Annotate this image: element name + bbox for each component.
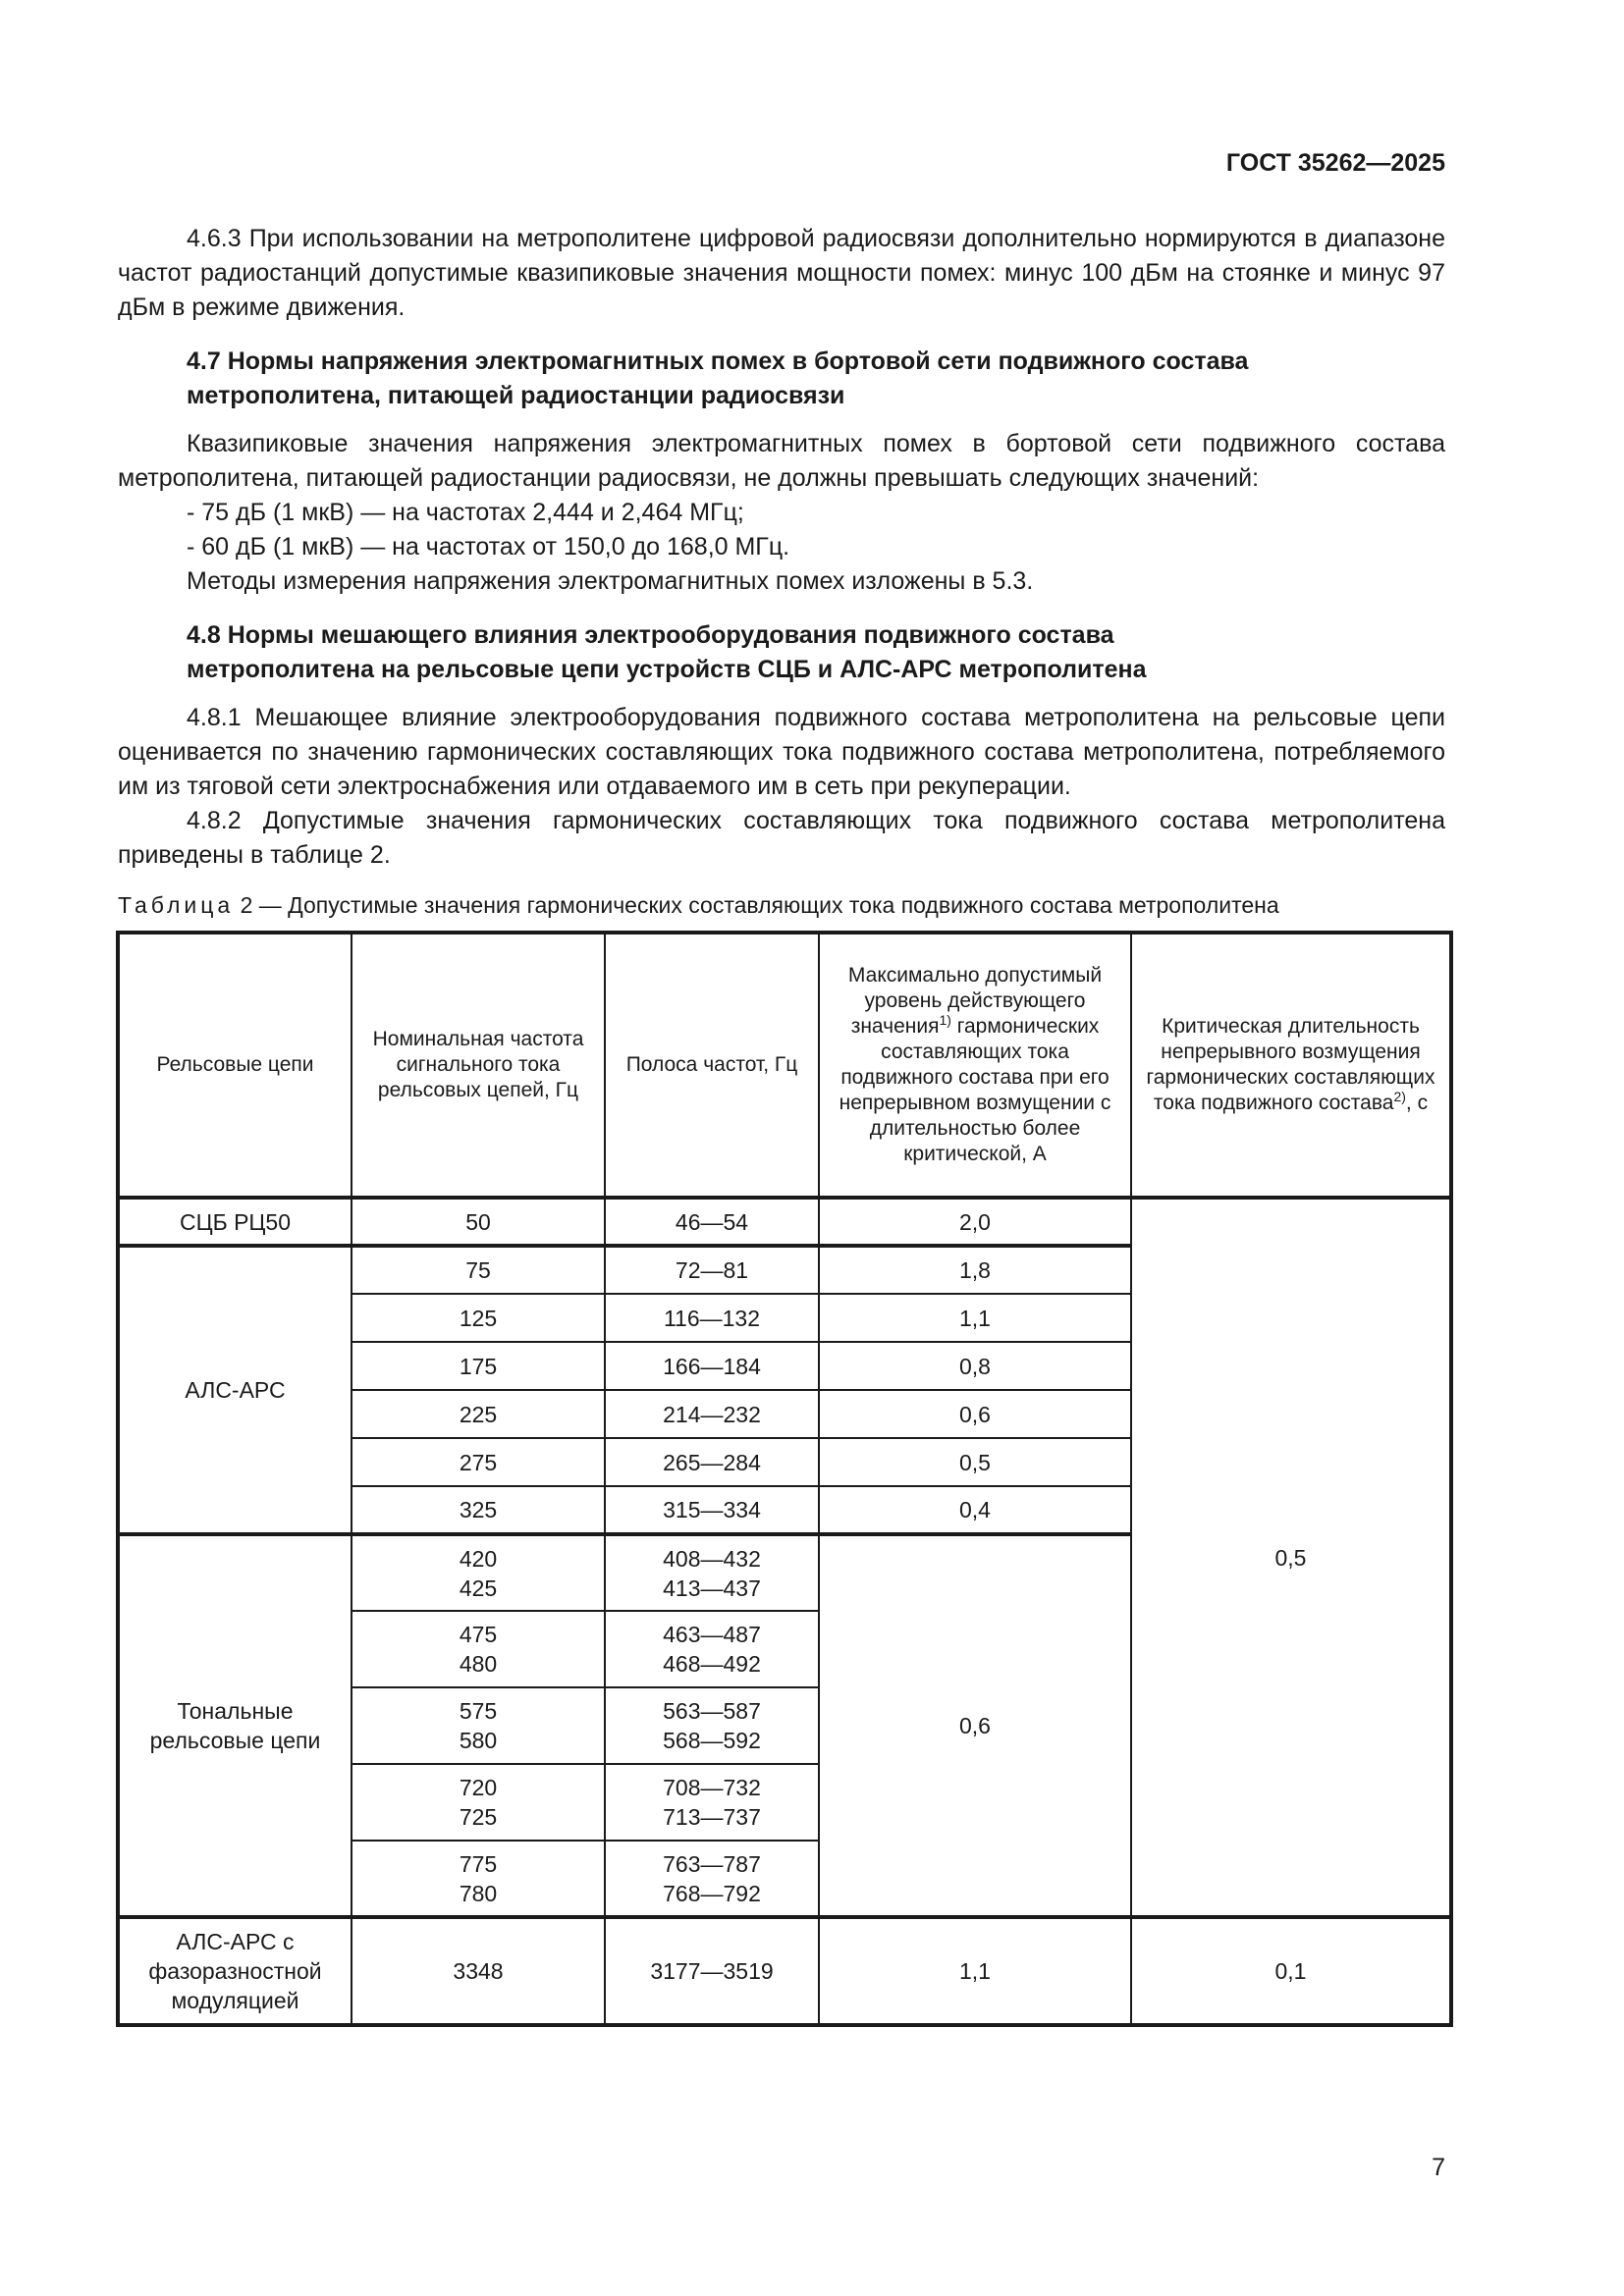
- paragraph-4-7-methods: Методы измерения напряжения электромагнитных помех изложены в 5.3.: [187, 567, 1034, 595]
- document-id: ГОСТ 35262—2025: [1225, 149, 1445, 177]
- cell-level: 1,1: [819, 1917, 1131, 2025]
- cell-band: 265—284: [605, 1438, 819, 1486]
- heading-4-8-line1: 4.8 Нормы мешающего влияния электрооборудования подвижного состава: [187, 621, 1114, 649]
- band-b: 468—492: [663, 1651, 761, 1677]
- header-critical-duration-text: Критическая длительность непрерывного возмущения гармонических составляющих тока подвижного состава: [1146, 1015, 1435, 1114]
- cell-freq: [352, 1841, 605, 1917]
- footnote-1-marker: 1): [939, 1012, 951, 1028]
- table-row: [118, 1917, 1451, 2025]
- band-b: 768—792: [663, 1880, 761, 1906]
- cell-level: 0,8: [819, 1342, 1131, 1390]
- cell-band: 46—54: [605, 1198, 819, 1246]
- group-scb: СЦБ РЦ50: [118, 1198, 352, 1246]
- footnote-2-marker: 2): [1393, 1089, 1406, 1104]
- band-b: 713—737: [663, 1804, 761, 1830]
- header-max-level-text: Максимально допустимый уровень действующего значения: [847, 964, 1103, 1038]
- band-b: 413—437: [663, 1575, 761, 1601]
- cell-band: [605, 1764, 819, 1841]
- freq-b: 725: [459, 1804, 498, 1830]
- freq-a: 575: [459, 1698, 498, 1724]
- cell-band: 166—184: [605, 1342, 819, 1390]
- cell-freq: [352, 1534, 605, 1611]
- cell-freq: 3348: [352, 1917, 605, 2025]
- cell-freq: 75: [352, 1246, 605, 1294]
- heading-4-7-line1: 4.7 Нормы напряжения электромагнитных помех в бортовой сети подвижного состава: [187, 347, 1249, 375]
- band-a: 763—787: [663, 1850, 761, 1877]
- table-caption-text: 2 — Допустимые значения гармонических составляющих тока подвижного состава метрополитена: [240, 892, 1279, 918]
- freq-a: 775: [459, 1850, 498, 1877]
- cell-freq: 275: [352, 1438, 605, 1486]
- page-number: 7: [1432, 2154, 1445, 2181]
- document-body: [118, 222, 1445, 873]
- cell-freq: 225: [352, 1390, 605, 1438]
- cell-freq: 175: [352, 1342, 605, 1390]
- list-item-2: - 60 дБ (1 мкВ) — на частотах от 150,0 до 168,0 МГц.: [187, 533, 790, 561]
- cell-band: 116—132: [605, 1294, 819, 1342]
- header-critical-duration-unit: , с: [1405, 1092, 1429, 1114]
- list-item-1: - 75 дБ (1 мкВ) — на частотах 2,444 и 2,464 МГц;: [187, 499, 744, 526]
- header-nominal-frequency: Номинальная частота сигнального тока рельсовых цепей, Гц: [352, 933, 605, 1198]
- freq-b: 580: [459, 1728, 498, 1753]
- cell-band: [605, 1841, 819, 1917]
- band-b: 568—592: [663, 1728, 761, 1753]
- cell-shared-duration: 0,5: [1131, 1198, 1451, 1917]
- cell-level: 1,1: [819, 1294, 1131, 1342]
- cell-freq: [352, 1611, 605, 1687]
- paragraph-4-7-body: Квазипиковые значения напряжения электромагнитных помех в бортовой сети подвижного состава метрополитена, питающей радиостанции радиосвязи, не должны превышать следующих значений:: [118, 430, 1445, 492]
- table-caption: [118, 889, 1453, 921]
- cell-level: 0,5: [819, 1438, 1131, 1486]
- cell-level: 0,4: [819, 1486, 1131, 1534]
- group-als: АЛС-АРС: [118, 1246, 352, 1534]
- group-tonal: Тональные рельсовые цепи: [118, 1534, 352, 1917]
- cell-band: 3177—3519: [605, 1917, 819, 2025]
- cell-freq: 125: [352, 1294, 605, 1342]
- header-max-level: [819, 933, 1131, 1198]
- cell-band: [605, 1687, 819, 1764]
- cell-freq: [352, 1687, 605, 1764]
- header-critical-duration: [1131, 933, 1451, 1198]
- cell-band: [605, 1611, 819, 1687]
- cell-freq: 50: [352, 1198, 605, 1246]
- freq-b: 480: [459, 1651, 498, 1677]
- cell-level: 1,8: [819, 1246, 1131, 1294]
- band-a: 463—487: [663, 1622, 761, 1647]
- cell-freq: 325: [352, 1486, 605, 1534]
- cell-tonal-level: 0,6: [819, 1534, 1131, 1917]
- header-max-level-text-2: гармонических составляющих тока подвижного состава при его непрерывном возмущении с длительностью более критической, А: [839, 1015, 1111, 1165]
- freq-b: 425: [459, 1575, 498, 1601]
- freq-a: 420: [459, 1545, 498, 1572]
- heading-4-8-line2: метрополитена на рельсовые цепи устройств СЦБ и АЛС-АРС метрополитена: [187, 656, 1147, 683]
- cell-band: 214—232: [605, 1390, 819, 1438]
- freq-a: 475: [459, 1622, 498, 1647]
- heading-4-7-line2: метрополитена, питающей радиостанции радиосвязи: [187, 382, 845, 409]
- harmonics-table: [116, 931, 1453, 2027]
- cell-level: 0,6: [819, 1390, 1131, 1438]
- paragraph-4-8-2: 4.8.2 Допустимые значения гармонических составляющих тока подвижного состава метрополитена приведены в таблице 2.: [118, 807, 1445, 869]
- cell-freq: [352, 1764, 605, 1841]
- cell-level: 2,0: [819, 1198, 1131, 1246]
- header-rail-circuits: Рельсовые цепи: [118, 933, 352, 1198]
- paragraph-4-6-3: 4.6.3 При использовании на метрополитене цифровой радиосвязи дополнительно нормируются в диапазоне частот радиостанций допустимые квазипиковые значения мощности помех: минус 100 дБм на стоянке и минус 97 дБм в режиме движения.: [118, 225, 1445, 321]
- header-frequency-band: Полоса частот, Гц: [605, 933, 819, 1198]
- group-als-phase: АЛС-АРС с фазоразностной модуляцией: [118, 1917, 352, 2025]
- cell-band: 315—334: [605, 1486, 819, 1534]
- cell-duration: 0,1: [1131, 1917, 1451, 2025]
- paragraph-4-8-1: 4.8.1 Мешающее влияние электрооборудования подвижного состава метрополитена на рельсовые цепи оценивается по значению гармонических составляющих тока подвижного состава метрополитена, потребляемого им из тяговой сети электроснабжения или отдаваемого им в сеть при рекуперации.: [118, 704, 1445, 800]
- band-a: 408—432: [663, 1545, 761, 1572]
- cell-band: [605, 1534, 819, 1611]
- cell-band: 72—81: [605, 1246, 819, 1294]
- table-caption-label: Таблица: [118, 892, 235, 918]
- freq-a: 720: [459, 1775, 498, 1800]
- freq-b: 780: [459, 1880, 498, 1906]
- band-a: 708—732: [663, 1775, 761, 1800]
- band-a: 563—587: [663, 1698, 761, 1724]
- table-row: [118, 1198, 1451, 1246]
